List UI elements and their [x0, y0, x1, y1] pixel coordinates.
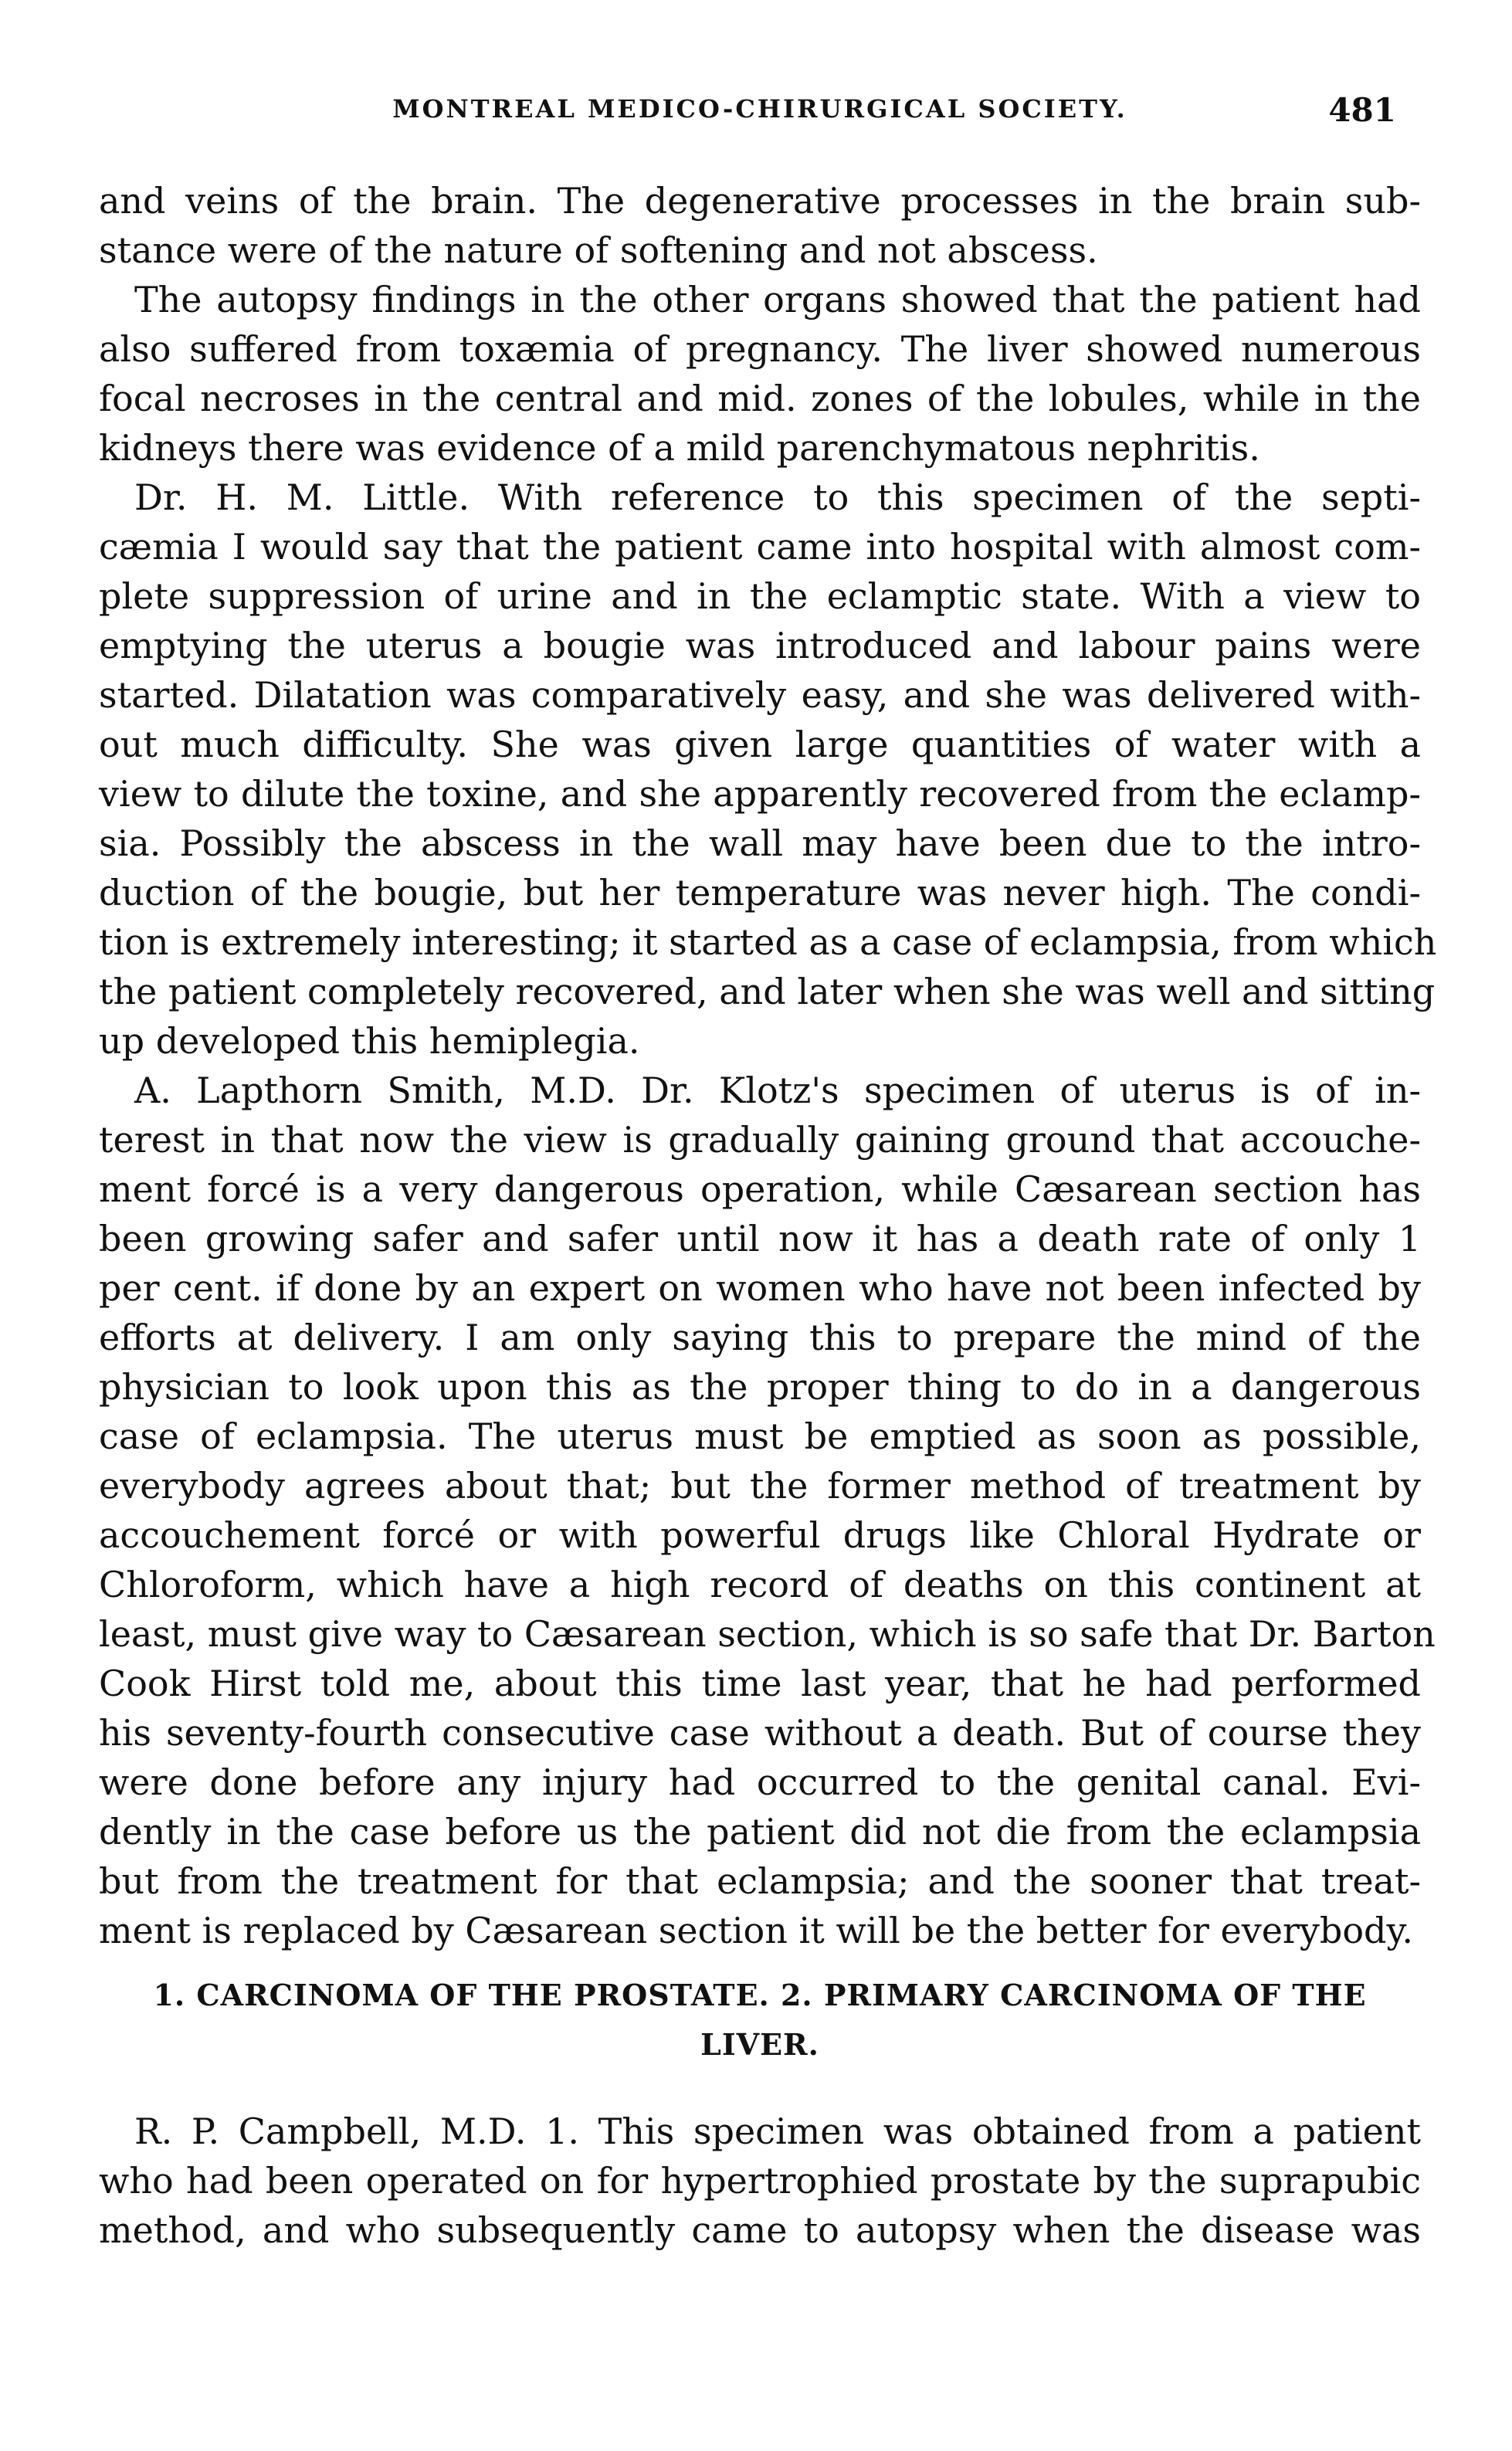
- text-line: view to dilute the toxine, and she apparently recovered from the eclamp-: [99, 773, 1421, 815]
- section-heading-continued: LIVER.: [700, 2027, 819, 2062]
- text-line: kidneys there was evidence of a mild parenchymatous nephritis.: [99, 427, 1260, 469]
- running-head: MONTREAL MEDICO-CHIRURGICAL SOCIETY.: [392, 94, 1127, 124]
- text-line: who had been operated on for hypertrophied prostate by the suprapubic: [99, 2160, 1421, 2202]
- text-line: efforts at delivery. I am only saying this to prepare the mind of the: [99, 1317, 1421, 1358]
- text-line: started. Dilatation was comparatively easy, and she was delivered with-: [99, 674, 1421, 716]
- text-line: tion is extremely interesting; it started as a case of eclampsia, from which: [99, 921, 1437, 963]
- text-line: method, and who subsequently came to autopsy when the disease was: [99, 2209, 1421, 2251]
- text-line: been growing safer and safer until now it has a death rate of only 1: [99, 1218, 1421, 1259]
- text-line: accouchement forcé or with powerful drugs like Chloral Hydrate or: [99, 1514, 1421, 1556]
- text-line: terest in that now the view is gradually gaining ground that accouche-: [99, 1119, 1421, 1161]
- text-line: per cent. if done by an expert on women who have not been infected by: [99, 1267, 1421, 1309]
- text-line: A. Lapthorn Smith, M.D. Dr. Klotz's specimen of uterus is of in-: [134, 1070, 1421, 1111]
- page-number: 481: [1328, 91, 1396, 129]
- text-line: out much difficulty. She was given large quantities of water with a: [99, 724, 1421, 765]
- text-line: up developed this hemiplegia.: [99, 1020, 640, 1062]
- section-heading: 1. CARCINOMA OF THE PROSTATE. 2. PRIMARY CARCINOMA OF THE: [153, 1978, 1367, 2012]
- text-line: emptying the uterus a bougie was introduced and labour pains were: [99, 625, 1421, 666]
- text-line: sia. Possibly the abscess in the wall may have been due to the intro-: [99, 822, 1421, 864]
- text-line: plete suppression of urine and in the eclamptic state. With a view to: [99, 575, 1421, 617]
- text-line: everybody agrees about that; but the former method of treatment by: [99, 1465, 1421, 1507]
- text-line: his seventy-fourth consecutive case without a death. But of course they: [99, 1712, 1421, 1754]
- text-line: were done before any injury had occurred to the genital canal. Evi-: [99, 1761, 1421, 1803]
- text-line: R. P. Campbell, M.D. 1. This specimen was obtained from a patient: [134, 2110, 1421, 2152]
- text-line: focal necroses in the central and mid. zones of the lobules, while in the: [99, 378, 1421, 419]
- text-line: Dr. H. M. Little. With reference to this specimen of the septi-: [134, 476, 1421, 518]
- body-text: [99, 176, 1437, 2255]
- text-line: also suffered from toxæmia of pregnancy. The liver showed numerous: [99, 328, 1421, 370]
- text-line: the patient completely recovered, and later when she was well and sitting: [99, 971, 1436, 1012]
- text-line: stance were of the nature of softening and not abscess.: [99, 229, 1098, 271]
- text-line: but from the treatment for that eclampsia; and the sooner that treat-: [99, 1860, 1421, 1902]
- text-line: duction of the bougie, but her temperature was never high. The condi-: [99, 872, 1421, 914]
- text-line: Cook Hirst told me, about this time last year, that he had performed: [99, 1663, 1421, 1704]
- text-line: cæmia I would say that the patient came into hospital with almost com-: [99, 526, 1421, 568]
- text-line: ment forcé is a very dangerous operation, while Cæsarean section has: [99, 1168, 1421, 1210]
- text-line: ment is replaced by Cæsarean section it will be the better for everybody.: [99, 1910, 1413, 1951]
- text-line: The autopsy findings in the other organs showed that the patient had: [134, 279, 1421, 320]
- text-line: least, must give way to Cæsarean section, which is so safe that Dr. Barton: [99, 1613, 1436, 1655]
- text-line: case of eclampsia. The uterus must be emptied as soon as possible,: [99, 1415, 1421, 1457]
- page-header: [124, 91, 1396, 141]
- text-line: dently in the case before us the patient did not die from the eclampsia: [99, 1811, 1421, 1853]
- text-line: physician to look upon this as the proper thing to do in a dangerous: [99, 1366, 1421, 1408]
- text-line: Chloroform, which have a high record of deaths on this continent at: [99, 1564, 1421, 1605]
- text-line: and veins of the brain. The degenerative processes in the brain sub-: [99, 180, 1421, 222]
